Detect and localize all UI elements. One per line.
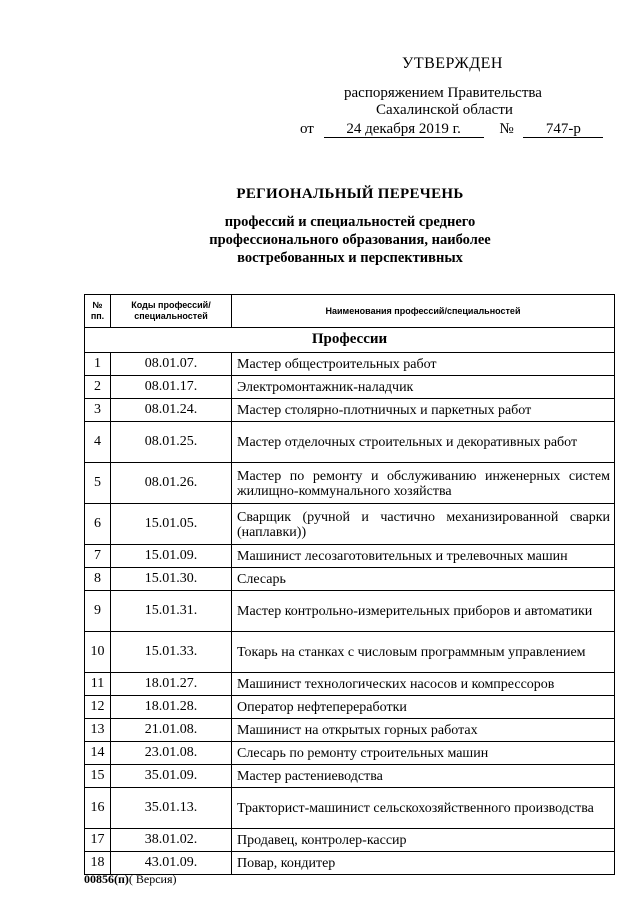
row-code: 15.01.09. [111,545,232,568]
table-row [85,376,615,399]
row-name: Сварщик (ручной и частично механизированной сварки (наплавки)) [232,504,615,545]
row-code: 15.01.30. [111,568,232,591]
row-code: 08.01.07. [111,353,232,376]
row-code: 18.01.28. [111,696,232,719]
section-title: Профессии [85,328,615,353]
row-name: Тракторист-машинист сельскохозяйственного производства [232,788,615,829]
row-code: 08.01.17. [111,376,232,399]
row-name: Повар, кондитер [232,852,615,875]
row-code: 23.01.08. [111,742,232,765]
subtitle-line: профессий и специальностей среднего [224,214,476,230]
table-row [85,591,615,632]
row-name: Слесарь по ремонту строительных машин [232,742,615,765]
header-num: № пп. [85,295,111,328]
row-name: Токарь на станках с числовым программным управлением [232,632,615,673]
row-name: Мастер контрольно-измерительных приборов и автоматики [232,591,615,632]
row-number: 3 [85,399,111,422]
row-name: Электромонтажник-наладчик [232,376,615,399]
footer-code: 00856(п) [84,872,129,886]
row-number: 13 [85,719,111,742]
row-name: Мастер общестроительных работ [232,353,615,376]
number-prefix: № [499,121,514,137]
approval-line-2: Сахалинской области [376,102,513,118]
approval-date: 24 декабря 2019 г. [324,122,484,138]
row-number: 15 [85,765,111,788]
table-row [85,568,615,591]
row-number: 5 [85,463,111,504]
table-row [85,765,615,788]
row-code: 15.01.31. [111,591,232,632]
table-body [85,353,615,875]
approval-line-1: распоряжением Правительства [344,85,542,101]
row-number: 10 [85,632,111,673]
table-row [85,545,615,568]
row-code: 35.01.13. [111,788,232,829]
row-name: Мастер растениеводства [232,765,615,788]
table-row [85,422,615,463]
professions-table [84,294,615,875]
footer [84,872,177,887]
table-row [85,463,615,504]
row-name: Оператор нефтепереработки [232,696,615,719]
row-code: 08.01.24. [111,399,232,422]
row-code: 08.01.26. [111,463,232,504]
row-code: 43.01.09. [111,852,232,875]
table-row [85,673,615,696]
document-subtitle [0,213,640,267]
footer-version: ( Версия) [128,872,177,886]
table-row [85,788,615,829]
row-number: 4 [85,422,111,463]
row-number: 14 [85,742,111,765]
table-row [85,696,615,719]
table-row [85,353,615,376]
header-code: Коды профессий/ специальностей [111,295,232,328]
row-number: 16 [85,788,111,829]
row-number: 8 [85,568,111,591]
row-name: Мастер столярно-плотничных и паркетных работ [232,399,615,422]
table-row [85,719,615,742]
approval-heading: УТВЕРЖДЕН [402,55,503,72]
table-row [85,399,615,422]
row-number: 18 [85,852,111,875]
row-number: 12 [85,696,111,719]
row-code: 35.01.09. [111,765,232,788]
date-prefix: от [300,121,314,137]
row-number: 11 [85,673,111,696]
approval-number: 747-р [523,122,603,138]
row-name: Слесарь [232,568,615,591]
table-row [85,632,615,673]
row-number: 1 [85,353,111,376]
row-number: 17 [85,829,111,852]
row-name: Машинист технологических насосов и компрессоров [232,673,615,696]
row-name: Мастер по ремонту и обслуживанию инженерных систем жилищно-коммунального хозяйства [232,463,615,504]
document-title: РЕГИОНАЛЬНЫЙ ПЕРЕЧЕНЬ [236,186,464,202]
table-header-row [85,295,615,328]
section-row [85,328,615,353]
row-code: 21.01.08. [111,719,232,742]
table-row [85,504,615,545]
row-code: 18.01.27. [111,673,232,696]
header-name: Наименования профессий/специальностей [232,295,615,328]
row-code: 08.01.25. [111,422,232,463]
row-number: 6 [85,504,111,545]
row-number: 9 [85,591,111,632]
row-number: 7 [85,545,111,568]
approval-date-line [300,121,603,138]
subtitle-line: востребованных и перспективных [237,250,463,266]
row-number: 2 [85,376,111,399]
row-name: Машинист лесозаготовительных и трелевочных машин [232,545,615,568]
row-name: Машинист на открытых горных работах [232,719,615,742]
row-name: Продавец, контролер-кассир [232,829,615,852]
row-name: Мастер отделочных строительных и декоративных работ [232,422,615,463]
row-code: 38.01.02. [111,829,232,852]
table-row [85,742,615,765]
row-code: 15.01.33. [111,632,232,673]
row-code: 15.01.05. [111,504,232,545]
table-row [85,829,615,852]
subtitle-line: профессионального образования, наиболее [209,232,491,248]
